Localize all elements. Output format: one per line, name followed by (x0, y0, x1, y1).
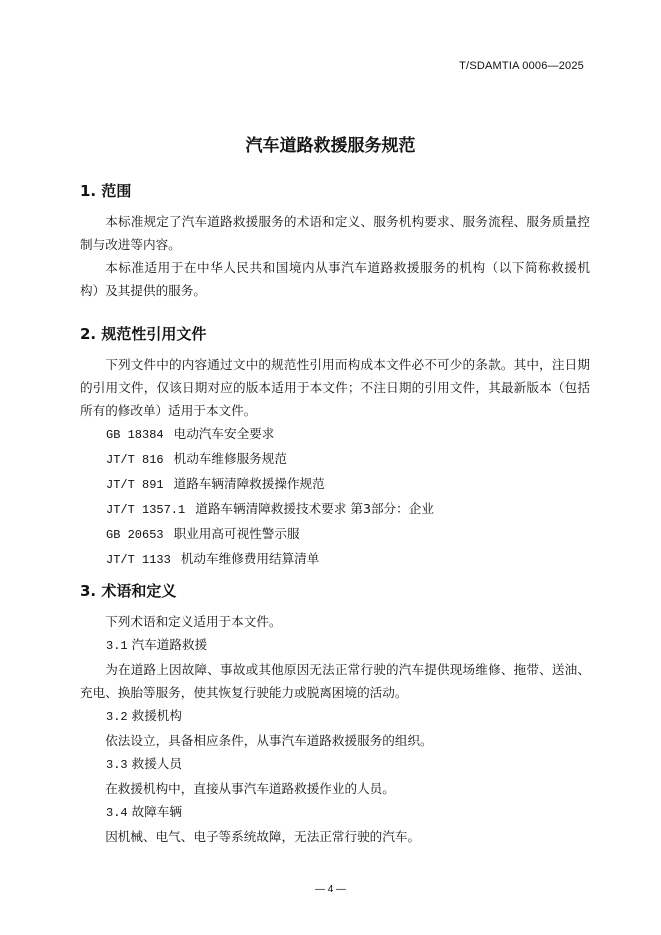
term-definition: 在救援机构中，直接从事汽车道路救援作业的人员。 (105, 781, 395, 796)
reference-code: JT/T 1357.1 (106, 503, 186, 517)
term-entry-title (80, 633, 590, 658)
term-name: 汽车道路救援 (131, 637, 208, 652)
section-heading: 3. 术语和定义 (80, 582, 177, 600)
section-heading: 2. 规范性引用文件 (80, 325, 207, 343)
term-number: 3.4 (106, 806, 128, 820)
term-name: 故障车辆 (131, 804, 182, 819)
reference-code: JT/T 1133 (106, 553, 171, 567)
term-entry-title (80, 800, 590, 825)
reference-code: JT/T 816 (106, 453, 164, 467)
term-name: 救援人员 (131, 756, 182, 771)
section-heading: 1. 范围 (80, 182, 132, 200)
term-name: 救援机构 (131, 708, 182, 723)
paragraph: 本标准适用于在中华人民共和国境内从事汽车道路救援服务的机构（以下简称救援机构）及其提供的服务。 (80, 260, 590, 298)
reference-title: 机动车维修服务规范 (173, 451, 287, 466)
section-normative-references (80, 323, 590, 572)
reference-item (80, 422, 590, 447)
reference-item (80, 547, 590, 572)
reference-code: GB 18384 (106, 428, 164, 442)
document-code: T/SDAMTIA 0006—2025 (459, 60, 584, 72)
section-scope (80, 180, 590, 302)
section-terms-definitions (80, 580, 590, 848)
reference-title: 机动车维修费用结算清单 (180, 551, 320, 566)
page-number: — 4 — (314, 884, 347, 895)
reference-code: JT/T 891 (106, 478, 164, 492)
document-title: 汽车道路救援服务规范 (245, 136, 416, 156)
reference-item (80, 447, 590, 472)
paragraph: 下列术语和定义适用于本文件。 (105, 614, 282, 629)
term-definition: 为在道路上因故障、事故或其他原因无法正常行驶的汽车提供现场维修、拖带、送油、充电、换胎等服务，使其恢复行驶能力或脱离困境的活动。 (80, 662, 590, 700)
term-entry-title (80, 752, 590, 777)
reference-item (80, 497, 590, 522)
term-number: 3.1 (106, 639, 128, 653)
reference-title: 电动汽车安全要求 (173, 426, 275, 441)
term-number: 3.2 (106, 710, 128, 724)
term-definition: 因机械、电气、电子等系统故障，无法正常行驶的汽车。 (105, 829, 421, 844)
term-number: 3.3 (106, 758, 128, 772)
reference-title: 道路车辆清障救援操作规范 (173, 476, 325, 491)
term-entry-title (80, 704, 590, 729)
reference-code: GB 20653 (106, 528, 164, 542)
term-definition: 依法设立，具备相应条件，从事汽车道路救援服务的组织。 (105, 733, 433, 748)
reference-item (80, 522, 590, 547)
paragraph: 本标准规定了汽车道路救援服务的术语和定义、服务机构要求、服务流程、服务质量控制与改进等内容。 (80, 214, 590, 252)
reference-title: 道路车辆清障救援技术要求 第3部分：企业 (195, 501, 434, 516)
reference-item (80, 472, 590, 497)
reference-title: 职业用高可视性警示服 (173, 526, 300, 541)
paragraph: 下列文件中的内容通过文中的规范性引用而构成本文件必不可少的条款。其中，注日期的引用文件，仅该日期对应的版本适用于本文件；不注日期的引用文件，其最新版本（包括所有的修改单）适用于本文件。 (80, 357, 590, 418)
